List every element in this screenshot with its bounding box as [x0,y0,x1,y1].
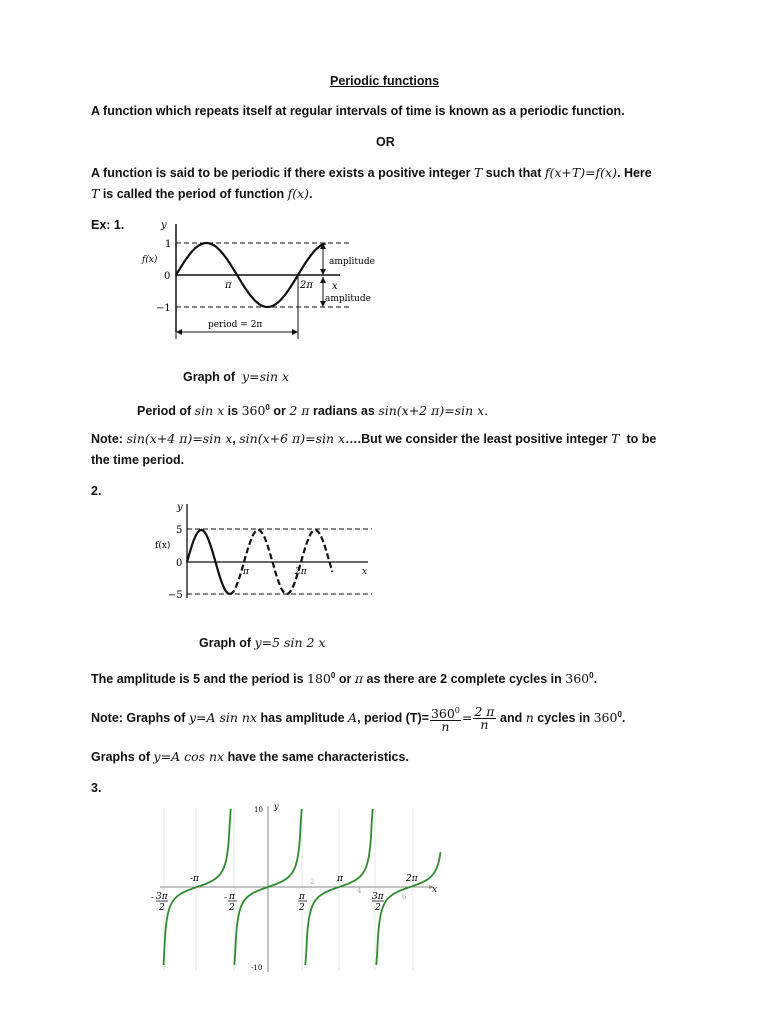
svg-text:-: - [151,893,155,903]
tick-num-4: 4 [357,887,362,895]
x-axis-label: x [432,885,438,895]
cos-line: Graphs of y=A cos nx have the same characteristics. [91,749,409,764]
tick-pi-over-2 [298,892,307,913]
fx-label: f(x) [142,255,158,265]
tick-num-2: 2 [310,878,315,886]
tick-2pi: 2π [406,874,418,884]
amplitude-label-bottom: amplitude [325,294,371,304]
tick-minus-pi-over-2 [224,892,237,913]
y-top-label: 10 [254,806,263,814]
tick-5: 5 [176,525,183,536]
tick-2pi: 2π [295,567,307,577]
tick-1: 1 [165,239,172,250]
tick-minus-5: −5 [168,590,183,601]
example-3-label: 3. [91,781,102,795]
fraction-2pi-over-n: $\frac{2 \pi}{n}$ [474,704,495,733]
amplitude-line: The amplitude is 5 and the period is $180^0$ or π as there are 2 complete cycles in $360^0$. [91,671,598,687]
svg-text:π: π [299,892,305,902]
graph-1-caption: Graph of y=sin x [183,369,290,384]
tick-num-6: 6 [402,893,407,901]
svg-text:2: 2 [229,903,235,913]
or-text: OR [376,135,395,149]
x-axis-label: x [362,567,368,577]
svg-text:2: 2 [375,903,381,913]
grid [164,808,413,970]
x-axis-label: x [332,281,338,292]
tick-0: 0 [164,271,171,282]
fraction-360-over-n: $\frac{360^0}{n}$ [430,705,460,734]
svg-text:π: π [229,892,235,902]
note-1-line-1: Note: sin(x+4 π)=sin x, sin(x+6 π)=sin x….But we consider the least positive integer T to be [91,431,657,446]
intro-text: A function which repeats itself at regular intervals of time is known as a periodic function. [91,104,625,118]
graph-2-caption: Graph of y=5 sin 2 x [199,635,326,650]
example-1-label: Ex: 1. [91,218,125,232]
definition-line-1: A function is said to be periodic if there exists a positive integer T such that f(x+T)=f(x). Here [91,165,652,180]
y-axis-label: y [177,502,183,513]
tick-0: 0 [176,558,183,569]
tick-pi: π [337,874,343,884]
amplitude-label-top: amplitude [329,257,375,267]
sine-graph-2 [150,498,375,603]
note-2: Note: Graphs of y=A sin nx has amplitude A, period (T)= $\frac{360^0}{n}$ = $\frac{2 \pi}{n}$ and n cycles in $360^0$. [91,704,626,734]
sine-graph-1 [140,214,390,344]
tan-graph [150,800,450,978]
tick-pi: π [243,567,249,577]
y-axis-label: y [161,220,167,231]
tick-pi: π [225,280,232,291]
page-title: Periodic functions [330,74,440,88]
period-label: period = 2π [208,320,263,330]
example-2-label: 2. [91,484,102,498]
tick-2pi: 2π [300,280,313,291]
tick-minus-3pi-over-2 [151,892,169,913]
fx-label: f(x) [155,541,171,551]
svg-text:3π: 3π [372,892,384,902]
tick-minus-pi: -π [190,874,199,884]
svg-text:2: 2 [299,903,305,913]
period-note: Period of sin x is $360^0$ or 2 π radians as sin(x+2 π)=sin x. [137,403,489,419]
note-1-line-2: the time period. [91,453,185,467]
svg-text:-: - [224,893,228,903]
svg-text:2: 2 [159,903,165,913]
definition-line-2: T is called the period of function f(x). [91,186,313,201]
svg-text:3π: 3π [156,892,168,902]
y-axis-label: y [274,802,279,811]
y-bottom-label: -10 [251,964,263,972]
tick-minus-1: −1 [156,303,171,314]
